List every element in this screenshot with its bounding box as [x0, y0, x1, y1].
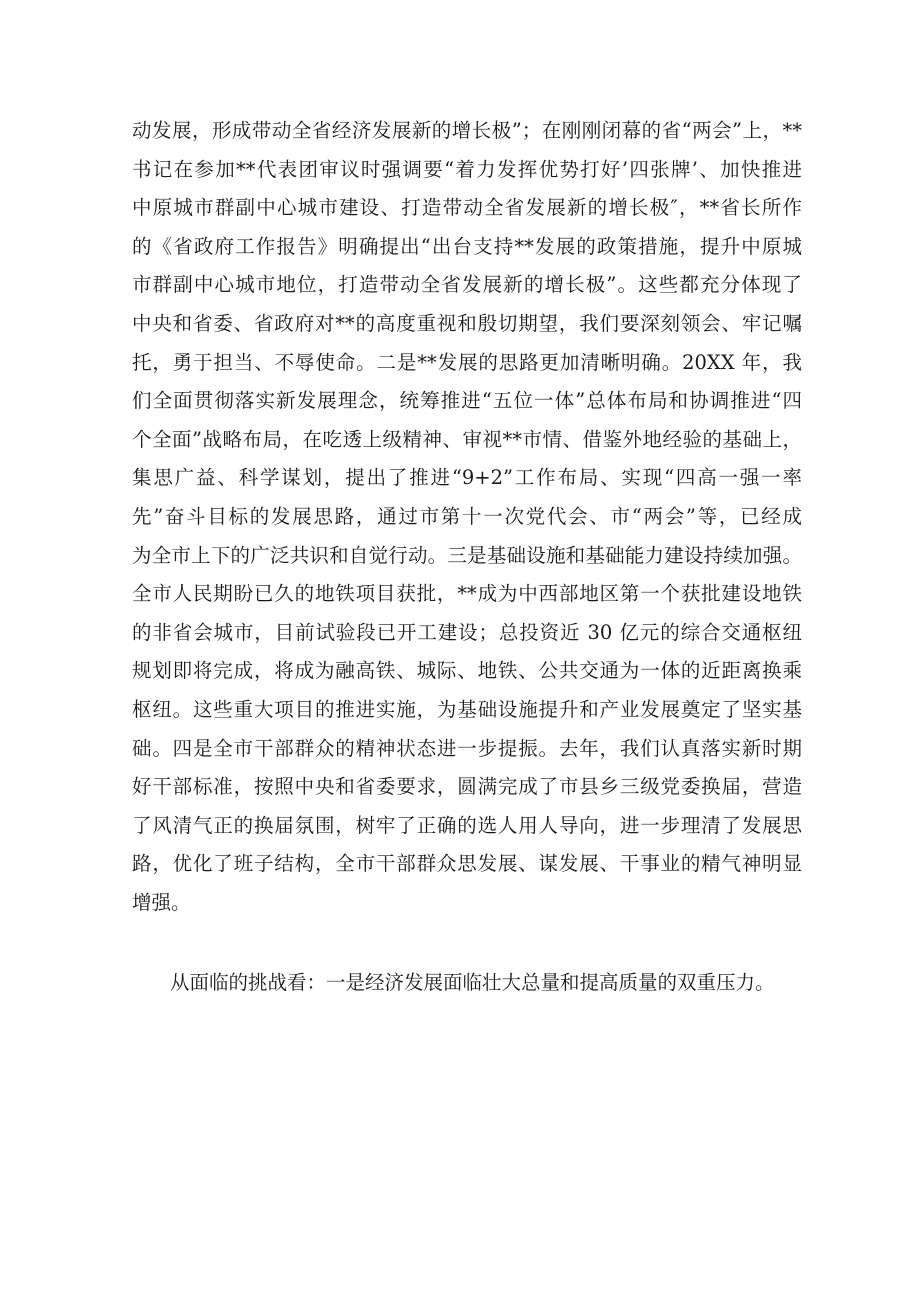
text-line: 先”奋斗目标的发展思路，通过市第十一次党代会、市“两会”等，已经成 — [132, 504, 802, 528]
text-line: 的《省政府工作报告》明确提出“出台支持**发展的政策措施，提升中原城 — [132, 234, 802, 258]
text-line: 动发展，形成带动全省经济发展新的增长极”；在刚刚闭幕的省“两会”上，** — [132, 119, 802, 142]
text-line: 的非省会城市，目前试验段已开工建设；总投资近 30 亿元的综合交通枢纽 — [132, 620, 802, 644]
paragraph-2 — [132, 964, 802, 1003]
text-line: 为全市上下的广泛共识和自觉行动。三是基础设施和基础能力建设持续加强。 — [132, 543, 802, 567]
paragraph-1 — [132, 112, 802, 922]
text-line: 路，优化了班子结构，全市干部群众思发展、谋发展、干事业的精气神明显 — [132, 852, 802, 876]
text-line: 们全面贯彻落实新发展理念，统筹推进“五位一体”总体布局和协调推进“四 — [132, 389, 802, 413]
text-line: 规划即将完成，将成为融高铁、城际、地铁、公共交通为一体的近距离换乘 — [132, 659, 802, 683]
text-line: 市群副中心城市地位，打造带动全省发展新的增长极”。这些都充分体现了 — [132, 273, 802, 297]
text-line: 枢纽。这些重大项目的推进实施，为基础设施提升和产业发展奠定了坚实基 — [132, 697, 802, 721]
text-line: 集思广益、科学谋划，提出了推进“9+2”工作布局、实现“四高一强一率 — [132, 466, 802, 490]
text-line: 础。四是全市干部群众的精神状态进一步提振。去年，我们认真落实新时期 — [132, 736, 802, 760]
text-line: 从面临的挑战看：一是经济发展面临壮大总量和提高质量的双重压力。 — [170, 971, 775, 995]
text-line: 中原城市群副中心城市建设、打造带动全省发展新的增长极″，**省长所作 — [132, 196, 802, 220]
text-line: 全市人民期盼已久的地铁项目获批，**成为中西部地区第一个获批建设地铁 — [132, 582, 802, 606]
text-line: 托，勇于担当、不辱使命。二是**发展的思路更加清晰明确。20XX 年，我 — [132, 350, 802, 374]
text-line: 书记在参加**代表团审议时强调要“着力发挥优势打好’四张牌’、加快推进 — [132, 157, 802, 181]
text-line: 中央和省委、省政府对**的高度重视和殷切期望，我们要深刻领会、牢记嘱 — [132, 311, 802, 335]
text-line: 了风清气正的换届氛围，树牢了正确的选人用人导向，进一步理清了发展思 — [132, 813, 802, 837]
text-line: 个全面”战略布局，在吃透上级精神、审视**市情、借鉴外地经验的基础上， — [132, 427, 802, 451]
document-body — [132, 112, 802, 1003]
text-line: 增强。 — [132, 890, 191, 914]
text-line: 好干部标准，按照中央和省委要求，圆满完成了市县乡三级党委换届，营造 — [132, 775, 802, 799]
paragraph-gap — [132, 922, 802, 964]
